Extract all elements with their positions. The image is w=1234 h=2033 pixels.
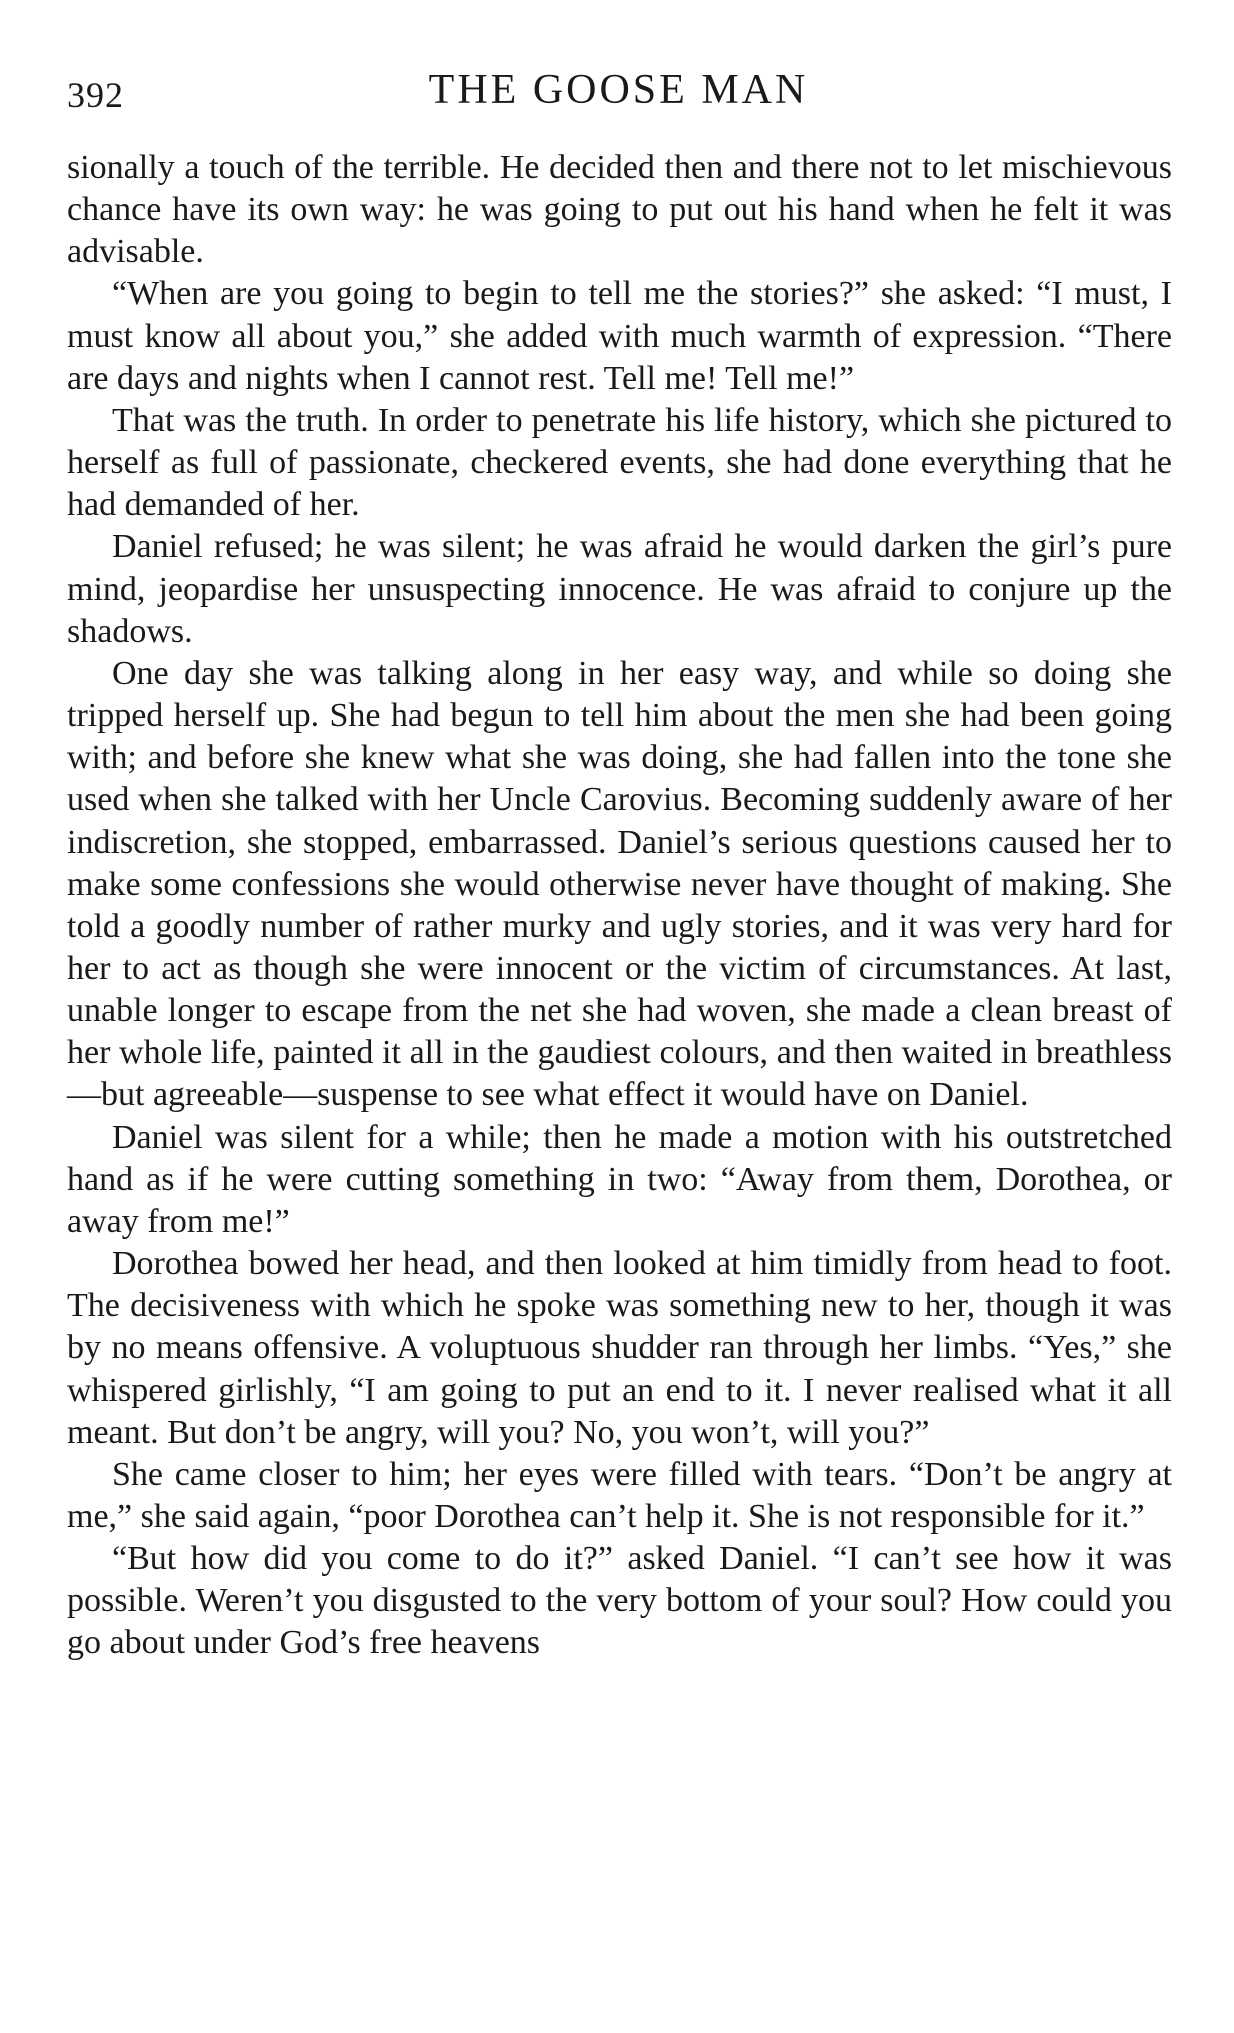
paragraph: Dorothea bowed her head, and then looked at him timidly from head to foot. The decisiveness with which he spoke was something new to her, though it was by no means offensive. A voluptuous shudder ran through her limbs. “Yes,” she whispered girlishly, “I am going to put an end to it. I never realised what it all meant. But don’t be angry, will you? No, you won’t, will you?” — [67, 1245, 1172, 1451]
paragraph-continuation: sionally a touch of the terrible. He decided then and there not to let mischievous chance have its own way: he was going to put out his hand when he felt it was advisable. — [67, 149, 1172, 271]
paragraph: “When are you going to begin to tell me the stories?” she asked: “I must, I must know all about you,” she added with much warmth of expression. “There are days and nights when I cannot rest. Tell me! Tell me!” — [67, 275, 1172, 397]
paragraph: Daniel refused; he was silent; he was afraid he would darken the girl’s pure mind, jeopardise her unsuspecting innocence. He was afraid to conjure up the shadows. — [67, 528, 1172, 650]
paragraph: One day she was talking along in her easy way, and while so doing she tripped herself up. She had begun to tell him about the men she had been going with; and before she knew what she was doing, she had fallen into the tone she used when she talked with her Uncle Carovius. Becoming suddenly aware of her indiscretion, she stopped, embarrassed. Daniel’s serious questions caused her to make some confessions she would otherwise never have thought of making. She told a goodly number of rather murky and ugly stories, and it was very hard for her to act as though she were innocent or the victim of circumstances. At last, unable longer to escape from the net she had woven, she made a clean breast of her whole life, painted it all in the gaudiest colours, and then waited in breathless—but agreeable—suspense to see what effect it would have on Daniel. — [67, 654, 1172, 1114]
paragraph: She came closer to him; her eyes were filled with tears. “Don’t be angry at me,” she said again, “poor Dorothea can’t help it. She is not responsible for it.” — [67, 1455, 1172, 1535]
paragraph: Daniel was silent for a while; then he made a motion with his outstretched hand as if he were cutting something in two: “Away from them, Dorothea, or away from me!” — [67, 1118, 1172, 1240]
page-header — [67, 62, 1170, 122]
paragraph: That was the truth. In order to penetrate his life history, which she pictured to herself as full of passionate, checkered events, she had done everything that he had demanded of her. — [67, 401, 1172, 524]
page-number: 392 — [67, 75, 124, 115]
page-body — [67, 147, 1172, 1665]
running-head: THE GOOSE MAN — [428, 67, 809, 113]
paragraph: “But how did you come to do it?” asked Daniel. “I can’t see how it was possible. Weren’t you disgusted to the very bottom of your soul? How could you go about under God’s free heavens — [67, 1540, 1172, 1662]
